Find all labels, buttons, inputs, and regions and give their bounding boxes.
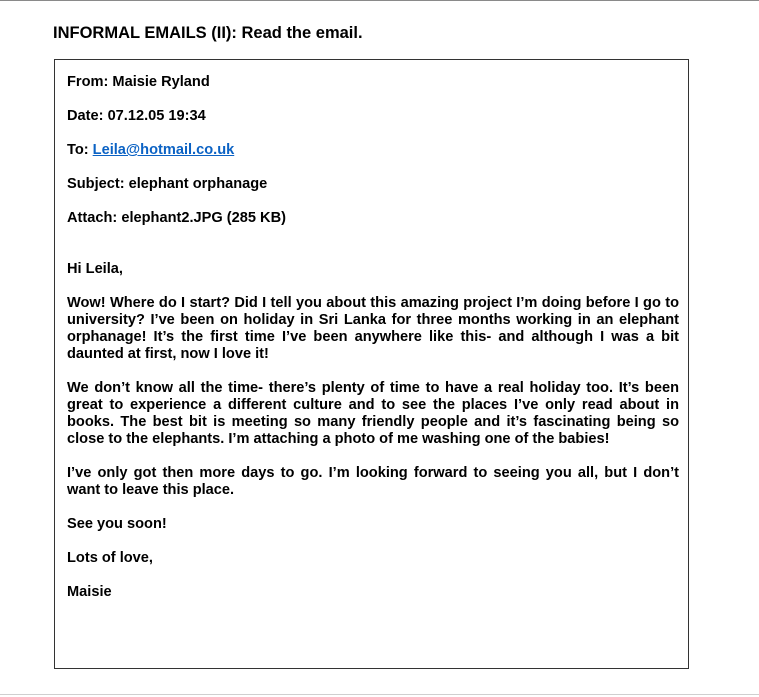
sign-off-see-you: See you soon! <box>67 516 167 532</box>
subject-line <box>67 176 679 193</box>
from-line <box>67 74 679 91</box>
worksheet-title: INFORMAL EMAILS (II): Read the email. <box>53 24 363 42</box>
bottom-divider <box>0 694 759 695</box>
greeting: Hi Leila, <box>67 261 123 277</box>
top-divider <box>0 0 759 1</box>
from-value: Maisie Ryland <box>112 74 210 90</box>
attachment-line <box>67 210 679 227</box>
date-line <box>67 108 679 125</box>
email-content <box>67 74 679 618</box>
attach-label: Attach: <box>67 210 118 226</box>
subject-label: Subject: <box>67 176 125 192</box>
to-label: To: <box>67 142 89 158</box>
email-box <box>54 59 689 669</box>
date-label: Date: <box>67 108 104 124</box>
subject-value: elephant orphanage <box>128 176 268 192</box>
email-paragraph-3: I’ve only got then more days to go. I’m looking forward to seeing you all, but I don’t want to leave this place. <box>67 465 679 498</box>
signature: Maisie <box>67 584 112 600</box>
attachment-name: elephant2.JPG (285 KB) <box>121 210 286 226</box>
email-paragraph-2: We don’t know all the time- there’s plenty of time to have a real holiday too. It’s been great to experience a different culture and to see the places I’ve only read about in books. The best bit is meeting so many friendly people and it’s fascinating being so close to the elephants. I’m attaching a photo of me washing one of the babies! <box>67 380 679 447</box>
date-value: 07.12.05 19:34 <box>107 108 206 124</box>
from-label: From: <box>67 74 109 90</box>
to-line <box>67 142 679 159</box>
recipient-email-link[interactable]: Leila@hotmail.co.uk <box>92 142 235 158</box>
sign-off-love: Lots of love, <box>67 550 153 566</box>
email-paragraph-1: Wow! Where do I start? Did I tell you about this amazing project I’m doing before I go to university? I’ve been on holiday in Sri Lanka for three months working in an elephant orphanage! It’s the first time I’ve been anywhere like this- and although I was a bit daunted at first, now I love it! <box>67 295 679 362</box>
